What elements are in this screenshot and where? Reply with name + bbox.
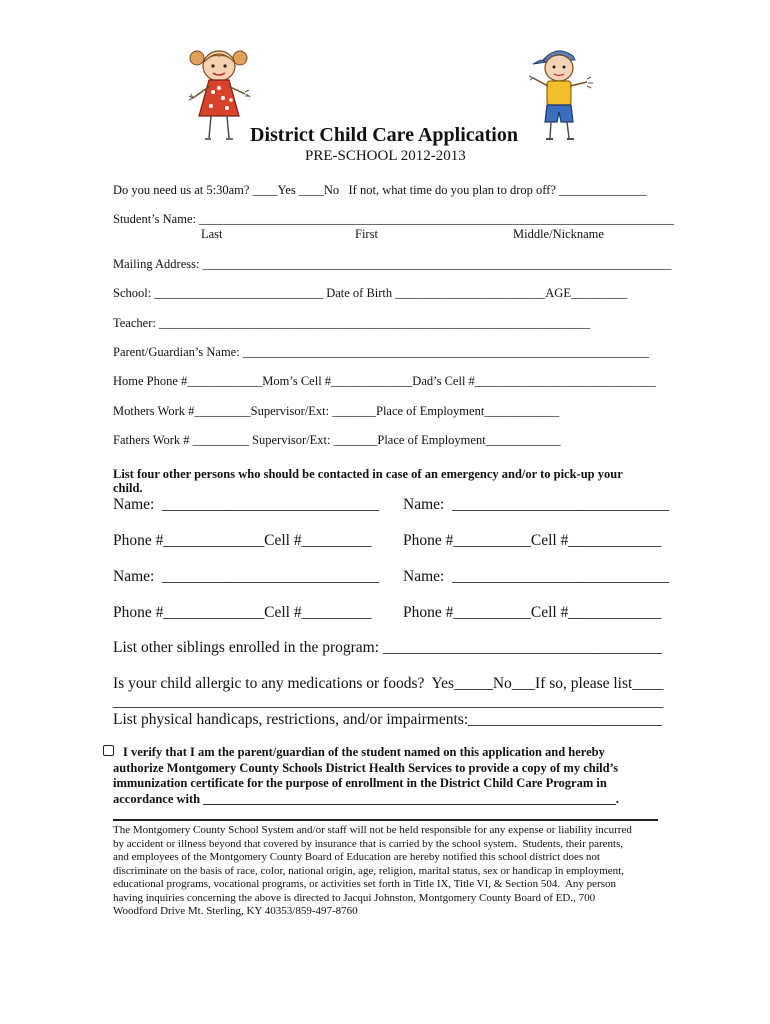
footer-line2: by accident or illness beyond that covered by insurance that is carried by the school system. Students, their parents, xyxy=(113,837,624,850)
footer-divider xyxy=(113,819,658,821)
handicaps-field[interactable]: List physical handicaps, restrictions, and/or impairments:_________________________ xyxy=(113,711,662,728)
mothers-work-field[interactable]: Mothers Work #_________Supervisor/Ext: _______Place of Employment____________ xyxy=(113,404,560,418)
footer-line6: having inquiries concerning the above is directed to Jacqui Johnston, Montgomery County Board of ED., 700 xyxy=(113,891,596,904)
footer-line3: and employees of the Montgomery County Board of Education are hereby notified this school district does not xyxy=(113,851,600,863)
school-dob-age-field[interactable]: School: ___________________________ Date of Birth ________________________AGE_________ xyxy=(113,286,628,300)
form-title: District Child Care Application xyxy=(250,124,518,146)
verification-line4[interactable]: accordance with __________________________________________________________________. xyxy=(113,791,619,806)
verification-line1: I verify that I am the parent/guardian of the student named on this application and hereby xyxy=(123,745,605,759)
girl-clipart-icon xyxy=(183,42,255,144)
student-name-field[interactable]: Student’s Name: ____________________________________________________________________________ xyxy=(113,212,675,226)
emergency-heading-line1: List four other persons who should be contacted in case of an emergency and/or to pick-up your xyxy=(113,467,623,481)
form-subtitle: PRE-SCHOOL 2012-2013 xyxy=(305,148,466,164)
emergency-name-1[interactable]: Name: ____________________________ xyxy=(113,496,380,513)
teacher-field[interactable]: Teacher: _____________________________________________________________________ xyxy=(113,316,591,330)
name-last-label: Last xyxy=(201,227,223,241)
fathers-work-field[interactable]: Fathers Work # _________ Supervisor/Ext: _______Place of Employment____________ xyxy=(113,433,561,447)
allergies-continued-field[interactable]: _______________________________________________________________________ xyxy=(113,693,664,710)
verification-statement xyxy=(113,745,658,807)
phone-numbers-field[interactable]: Home Phone #____________Mom’s Cell #_____________Dad’s Cell #_____________________________ xyxy=(113,374,657,388)
emergency-name-4[interactable]: Name: ____________________________ xyxy=(403,568,670,585)
emergency-phone-3[interactable]: Phone #_____________Cell #_________ xyxy=(113,604,372,621)
footer-line4: discriminate on the basis of race, color, national origin, age, religion, marital status, sex or handicap in employment, xyxy=(113,864,624,877)
emergency-name-2[interactable]: Name: ____________________________ xyxy=(403,496,670,513)
footer-line7: Woodford Drive Mt. Sterling, KY 40353/859-497-8760 xyxy=(113,905,358,917)
parent-guardian-field[interactable]: Parent/Guardian’s Name: _________________________________________________________________ xyxy=(113,345,650,359)
emergency-phone-2[interactable]: Phone #__________Cell #____________ xyxy=(403,532,662,549)
early-dropoff-field[interactable]: Do you need us at 5:30am? ____Yes ____No If not, what time do you plan to drop off? ______________ xyxy=(113,183,647,197)
siblings-field[interactable]: List other siblings enrolled in the program: ____________________________________ xyxy=(113,639,662,656)
verification-line3: immunization certificate for the purpose of enrollment in the District Child Care Program in xyxy=(113,776,607,790)
name-middle-label: Middle/Nickname xyxy=(513,227,604,241)
emergency-name-3[interactable]: Name: ____________________________ xyxy=(113,568,380,585)
verification-line2: authorize Montgomery County Schools District Health Services to provide a copy of my child’s xyxy=(113,760,619,775)
mailing-address-field[interactable]: Mailing Address: ___________________________________________________________________________ xyxy=(113,257,672,271)
name-first-label: First xyxy=(355,227,378,241)
footer-line5: educational programs, vocational programs, or activities set forth in Title IX, Title VI, & Section 504. Any person xyxy=(113,878,616,890)
emergency-phone-4[interactable]: Phone #__________Cell #____________ xyxy=(403,604,662,621)
emergency-heading-line2: child. xyxy=(113,481,143,495)
allergies-field[interactable]: Is your child allergic to any medications or foods? Yes_____No___If so, please list____ xyxy=(113,675,664,692)
boy-clipart-icon xyxy=(527,42,595,144)
footer-disclaimer xyxy=(113,824,658,919)
footer-line1: The Montgomery County School System and/or staff will not be held responsible for any expense or liability incurred xyxy=(113,824,632,836)
emergency-phone-1[interactable]: Phone #_____________Cell #_________ xyxy=(113,532,372,549)
